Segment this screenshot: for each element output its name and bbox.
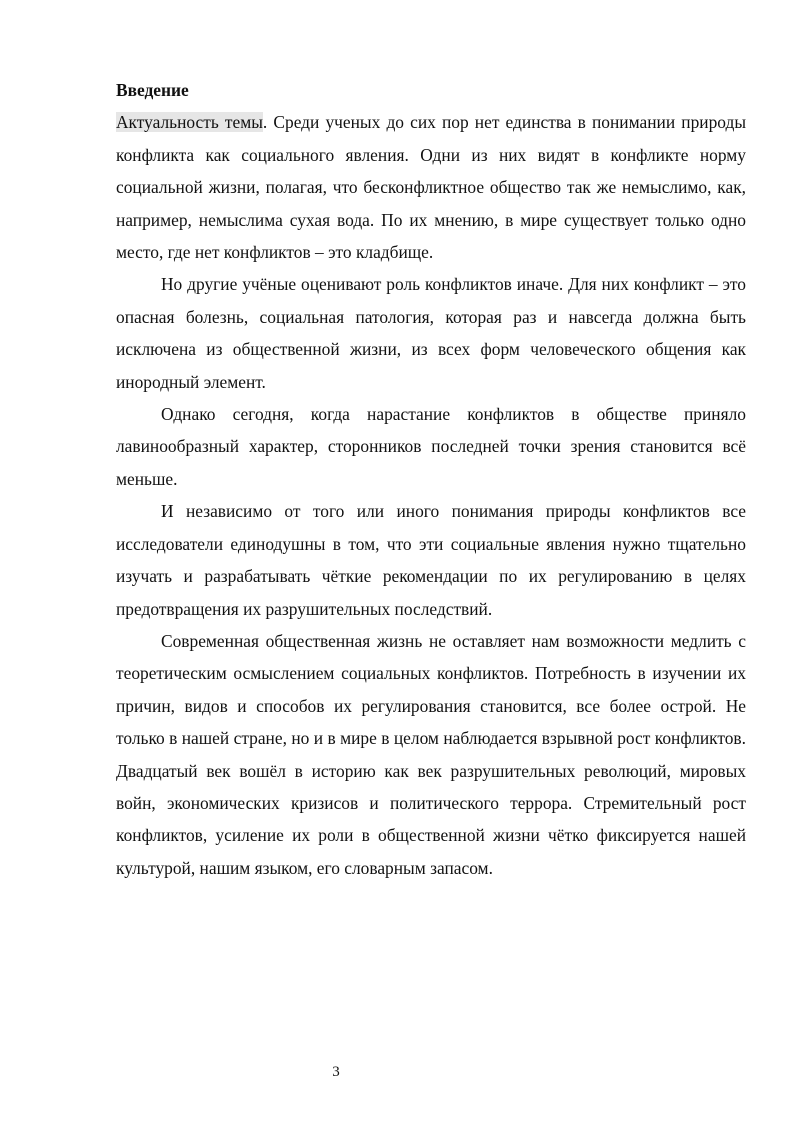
paragraph-1: [116, 106, 746, 268]
paragraph-2: Но другие учёные оценивают роль конфликтов иначе. Для них конфликт – это опасная болезнь, социальная патология, которая раз и навсегда должна быть исключена из общественной жизни, из всех форм человеческого общения как инородный элемент.: [116, 274, 746, 392]
document-body: [116, 74, 746, 884]
paragraph-3: Однако сегодня, когда нарастание конфликтов в обществе приняло лавинообразный характер, сторонников последней точки зрения становится всё меньше.: [116, 404, 746, 489]
highlighted-text: Актуальность темы: [116, 112, 263, 133]
page-number: 3: [332, 1064, 340, 1080]
paragraph-1-text: . Среди ученых до сих пор нет единства в понимании природы конфликта как социального явления. Одни из них видят в конфликте норму социальной жизни, полагая, что бесконфликтное общество так же немыслимо, как, например, немыслима сухая вода. По их мнению, в мире существует только одно место, где нет конфликтов – это кладбище.: [116, 112, 746, 263]
paragraph-5: Современная общественная жизнь не оставляет нам возможности медлить с теоретическим осмыслением социальных конфликтов. Потребность в изучении их причин, видов и способов их регулирования становится, все более острой. Не только в нашей стране, но и в мире в целом наблюдается взрывной рост конфликтов. Двадцатый век вошёл в историю как век разрушительных революций, мировых войн, экономических кризисов и политического террора. Стремительный рост конфликтов, усиление их роли в общественной жизни чётко фиксируется нашей культурой, нашим языком, его словарным запасом.: [116, 630, 746, 878]
section-heading: Введение: [116, 80, 189, 100]
paragraph-4: И независимо от того или иного понимания природы конфликтов все исследователи единодушны в том, что эти социальные явления нужно тщательно изучать и разрабатывать чёткие рекомендации по их регулированию в целях предотвращения их разрушительных последствий.: [116, 501, 746, 619]
